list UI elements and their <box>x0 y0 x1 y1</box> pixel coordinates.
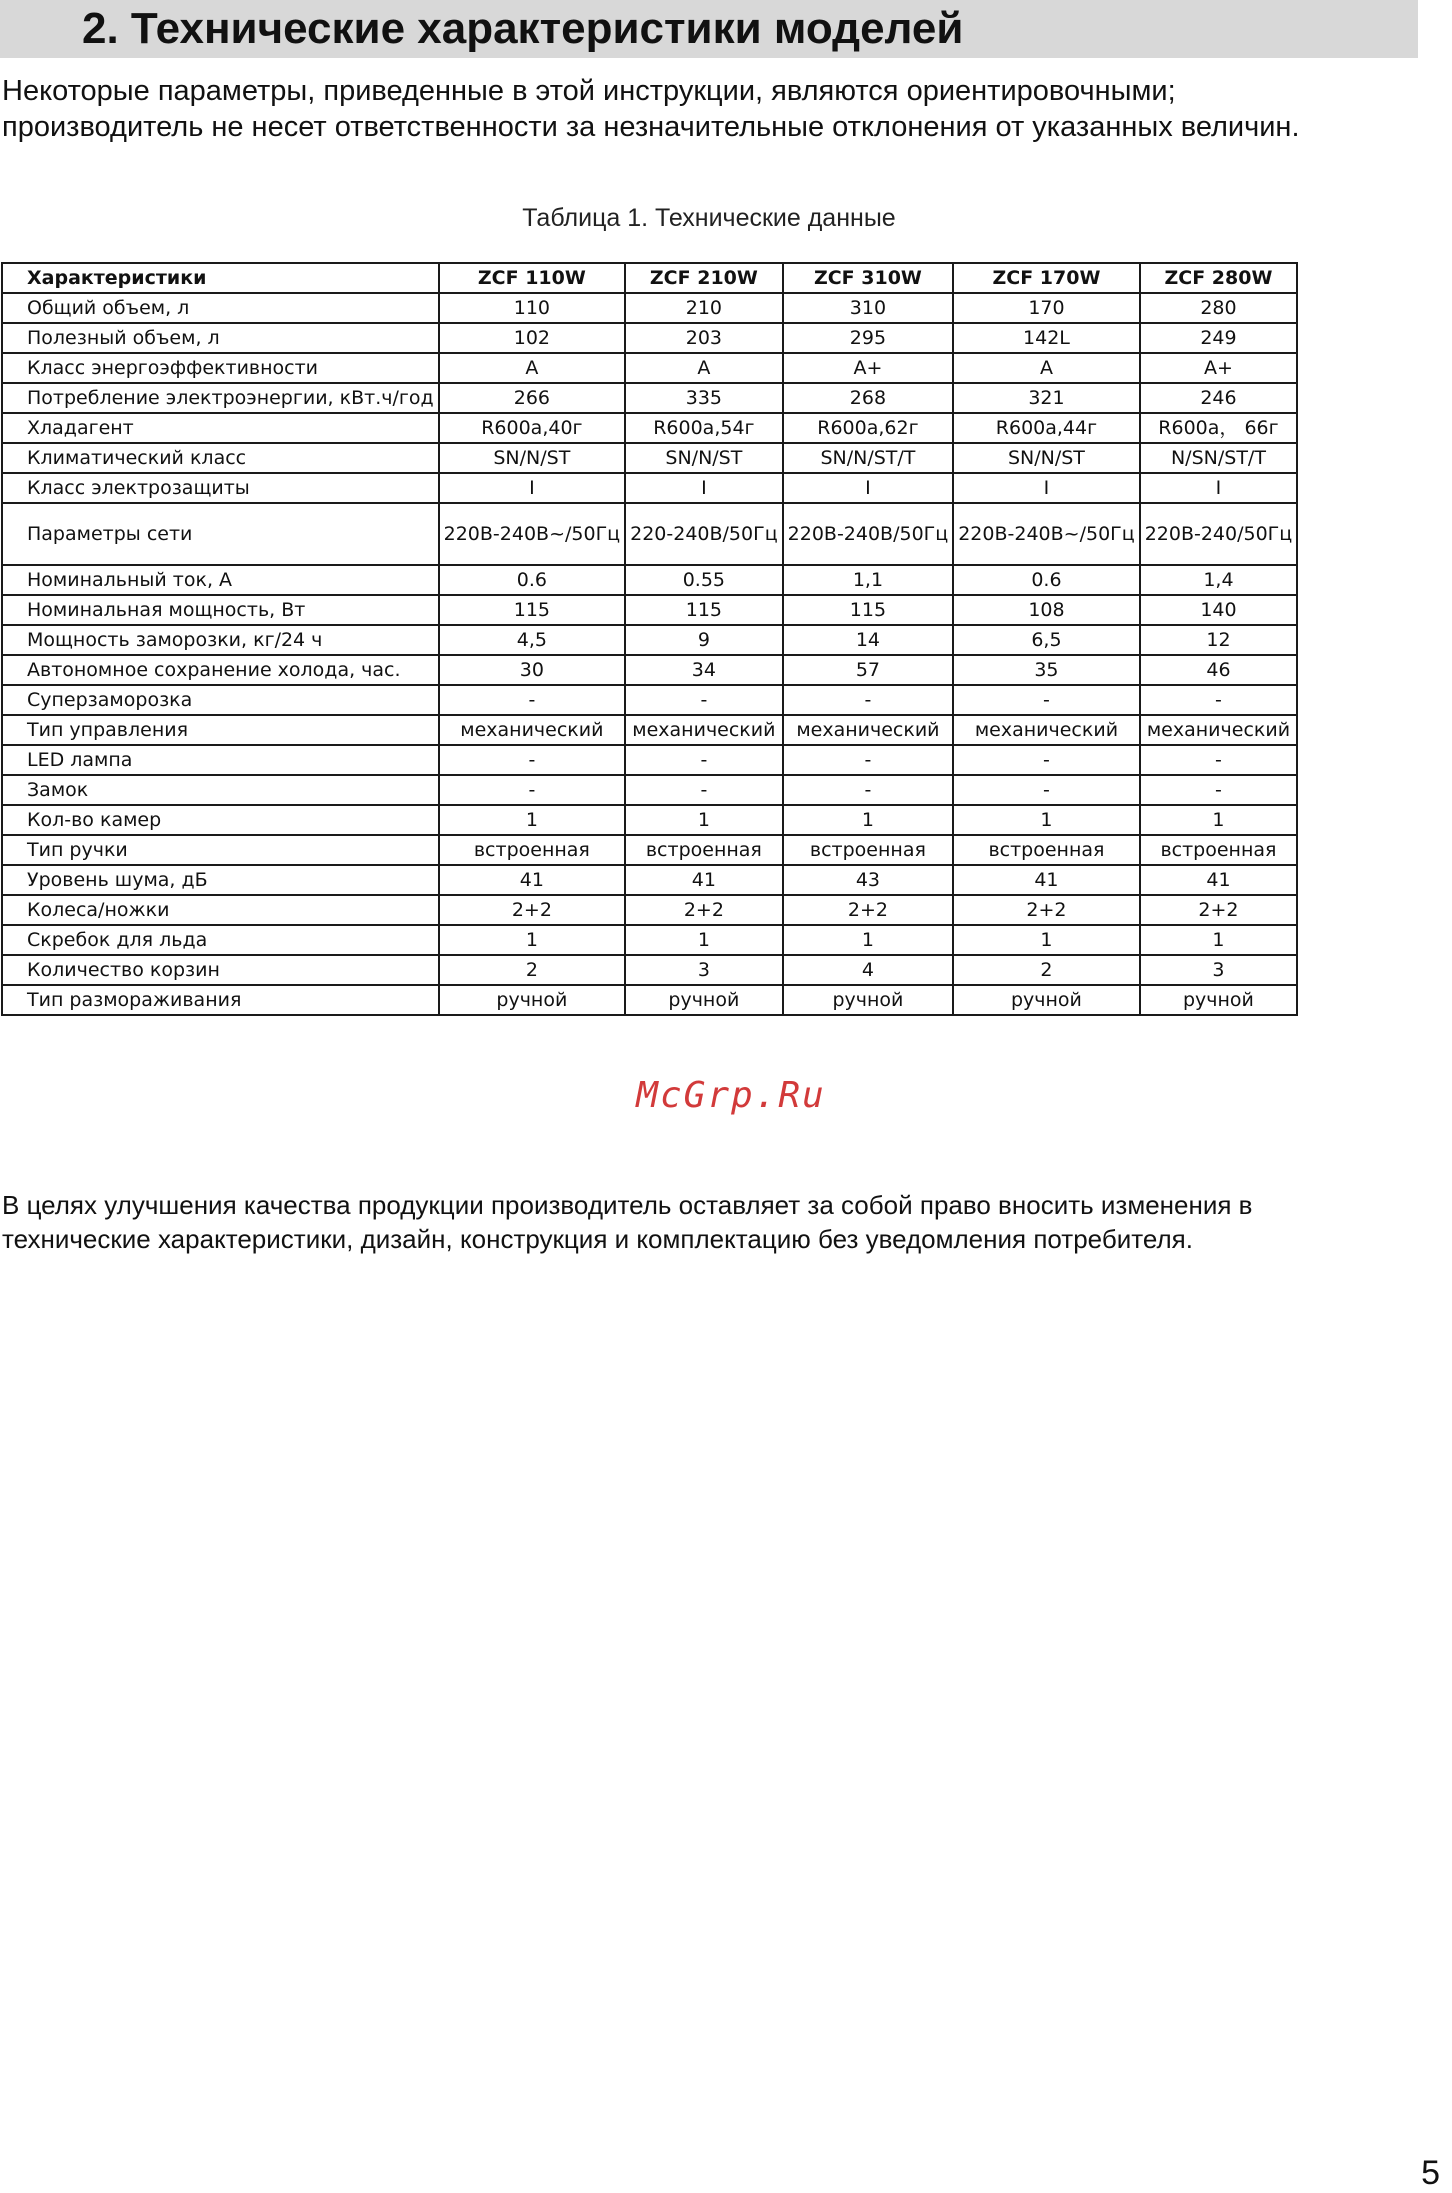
column-header-model: ZCF 310W <box>783 263 954 293</box>
table-cell: 1 <box>783 925 954 955</box>
section-header <box>0 0 1418 58</box>
table-cell: 220В-240В~/50Гц <box>439 503 625 565</box>
footer-note <box>2 1188 1442 1256</box>
table-cell: 1 <box>953 925 1139 955</box>
table-cell: 41 <box>1140 865 1298 895</box>
table-cell: 295 <box>783 323 954 353</box>
table-cell: ручной <box>783 985 954 1015</box>
table-cell: A+ <box>783 353 954 383</box>
table-cell: SN/N/ST <box>625 443 783 473</box>
table-cell: 115 <box>439 595 625 625</box>
table-cell: 1 <box>439 925 625 955</box>
table-cell: - <box>953 775 1139 805</box>
table-cell: 310 <box>783 293 954 323</box>
table-cell: 2+2 <box>783 895 954 925</box>
table-cell: 3 <box>625 955 783 985</box>
table-cell: 170 <box>953 293 1139 323</box>
table-cell: механический <box>953 715 1139 745</box>
row-label: LED лампа <box>2 745 439 775</box>
table-cell: 41 <box>439 865 625 895</box>
table-cell: 35 <box>953 655 1139 685</box>
table-cell: 280 <box>1140 293 1298 323</box>
table-cell: 1,4 <box>1140 565 1298 595</box>
table-cell: 9 <box>625 625 783 655</box>
table-cell: встроенная <box>783 835 954 865</box>
table-row <box>2 715 1297 745</box>
row-label: Полезный объем, л <box>2 323 439 353</box>
intro-paragraph <box>2 73 1442 145</box>
table-cell: 335 <box>625 383 783 413</box>
table-cell: 115 <box>625 595 783 625</box>
table-cell: механический <box>1140 715 1298 745</box>
table-cell: - <box>439 745 625 775</box>
column-header-model: ZCF 170W <box>953 263 1139 293</box>
table-row <box>2 353 1297 383</box>
table-cell: 46 <box>1140 655 1298 685</box>
table-cell: 203 <box>625 323 783 353</box>
row-label: Потребление электроэнергии, кВт.ч/год <box>2 383 439 413</box>
row-label: Климатический класс <box>2 443 439 473</box>
table-cell: - <box>783 745 954 775</box>
table-cell: 1 <box>1140 805 1298 835</box>
row-label: Колеса/ножки <box>2 895 439 925</box>
table-cell: R600a,40г <box>439 413 625 443</box>
table-cell: 43 <box>783 865 954 895</box>
table-cell: 220В-240В~/50Гц <box>953 503 1139 565</box>
table-cell: 1 <box>625 805 783 835</box>
row-label: Мощность заморозки, кг/24 ч <box>2 625 439 655</box>
table-cell: механический <box>439 715 625 745</box>
table-cell: 2+2 <box>625 895 783 925</box>
table-cell: 0.55 <box>625 565 783 595</box>
table-body <box>2 293 1297 1015</box>
table-cell: 2 <box>953 955 1139 985</box>
table-row <box>2 985 1297 1015</box>
row-label: Хладагент <box>2 413 439 443</box>
table-cell: встроенная <box>953 835 1139 865</box>
table-cell: - <box>625 685 783 715</box>
table-cell: 30 <box>439 655 625 685</box>
table-cell: 1 <box>1140 925 1298 955</box>
table-cell: R600a,54г <box>625 413 783 443</box>
table-cell: ручной <box>439 985 625 1015</box>
page-number: 5 <box>1421 2154 1440 2192</box>
table-row <box>2 383 1297 413</box>
table-cell: - <box>953 685 1139 715</box>
table-cell: - <box>783 685 954 715</box>
table-cell: I <box>439 473 625 503</box>
table-cell: 220В-240В/50Гц <box>783 503 954 565</box>
table-cell: 102 <box>439 323 625 353</box>
table-cell: 57 <box>783 655 954 685</box>
column-header-model: ZCF 280W <box>1140 263 1298 293</box>
table-row <box>2 413 1297 443</box>
row-label: Параметры сети <box>2 503 439 565</box>
table-cell: 142L <box>953 323 1139 353</box>
table-row <box>2 895 1297 925</box>
row-label: Тип ручки <box>2 835 439 865</box>
table-row <box>2 655 1297 685</box>
table-row <box>2 503 1297 565</box>
table-cell: - <box>953 745 1139 775</box>
table-cell: - <box>625 745 783 775</box>
table-cell: встроенная <box>439 835 625 865</box>
table-row <box>2 745 1297 775</box>
table-cell: 4,5 <box>439 625 625 655</box>
row-label: Номинальная мощность, Вт <box>2 595 439 625</box>
table-cell: встроенная <box>625 835 783 865</box>
row-label: Класс энергоэффективности <box>2 353 439 383</box>
table-cell: 41 <box>625 865 783 895</box>
table-cell: 1 <box>783 805 954 835</box>
table-cell: 115 <box>783 595 954 625</box>
table-cell: - <box>1140 775 1298 805</box>
table-cell: 34 <box>625 655 783 685</box>
table-cell: 41 <box>953 865 1139 895</box>
row-label: Автономное сохранение холода, час. <box>2 655 439 685</box>
row-label: Класс электрозащиты <box>2 473 439 503</box>
table-row <box>2 293 1297 323</box>
column-header-model: ZCF 110W <box>439 263 625 293</box>
table-cell: механический <box>625 715 783 745</box>
table-cell: 110 <box>439 293 625 323</box>
row-label: Замок <box>2 775 439 805</box>
table-cell: A <box>625 353 783 383</box>
table-cell: 12 <box>1140 625 1298 655</box>
row-label: Номинальный ток, А <box>2 565 439 595</box>
table-cell: 2+2 <box>1140 895 1298 925</box>
table-row <box>2 805 1297 835</box>
row-label: Суперзаморозка <box>2 685 439 715</box>
table-cell: 3 <box>1140 955 1298 985</box>
table-row <box>2 835 1297 865</box>
table-cell: I <box>1140 473 1298 503</box>
table-cell: ручной <box>953 985 1139 1015</box>
table-cell: 2 <box>439 955 625 985</box>
specs-table <box>1 262 1298 1016</box>
footer-line-1: В целях улучшения качества продукции производитель оставляет за собой право вносить изменения в <box>2 1190 1253 1220</box>
table-cell: R600a,62г <box>783 413 954 443</box>
table-cell: - <box>439 775 625 805</box>
table-cell: 220-240В/50Гц <box>625 503 783 565</box>
table-cell: I <box>953 473 1139 503</box>
table-cell: 210 <box>625 293 783 323</box>
table-cell: ручной <box>625 985 783 1015</box>
table-cell: 1,1 <box>783 565 954 595</box>
table-cell: 2+2 <box>953 895 1139 925</box>
table-cell: 268 <box>783 383 954 413</box>
table-row <box>2 955 1297 985</box>
column-header-label: Характеристики <box>2 263 439 293</box>
row-label: Тип управления <box>2 715 439 745</box>
table-cell: 140 <box>1140 595 1298 625</box>
table-cell: I <box>625 473 783 503</box>
section-title: 2. Технические характеристики моделей <box>82 4 964 53</box>
table-row <box>2 925 1297 955</box>
table-cell: SN/N/ST/T <box>783 443 954 473</box>
table-row <box>2 625 1297 655</box>
table-cell: 4 <box>783 955 954 985</box>
table-cell: A <box>953 353 1139 383</box>
column-header-model: ZCF 210W <box>625 263 783 293</box>
table-cell: 1 <box>625 925 783 955</box>
table-cell: 266 <box>439 383 625 413</box>
intro-line-1: Некоторые параметры, приведенные в этой инструкции, являются ориентировочными; <box>2 75 1176 107</box>
table-cell: R600a， 66г <box>1140 413 1298 443</box>
row-label: Кол-во камер <box>2 805 439 835</box>
watermark: McGrp.Ru <box>636 1075 826 1116</box>
table-row <box>2 323 1297 353</box>
table-cell: 1 <box>953 805 1139 835</box>
table-cell: SN/N/ST <box>953 443 1139 473</box>
footer-line-2: технические характеристики, дизайн, конструкция и комплектацию без уведомления потребителя. <box>2 1224 1193 1254</box>
row-label: Тип размораживания <box>2 985 439 1015</box>
table-cell: 246 <box>1140 383 1298 413</box>
table-cell: 1 <box>439 805 625 835</box>
table-cell: 249 <box>1140 323 1298 353</box>
table-row <box>2 865 1297 895</box>
table-cell: 6,5 <box>953 625 1139 655</box>
table-cell: - <box>783 775 954 805</box>
table-cell: 0.6 <box>439 565 625 595</box>
intro-line-2: производитель не несет ответственности за незначительные отклонения от указанных величин. <box>2 111 1300 143</box>
table-cell: ручной <box>1140 985 1298 1015</box>
table-cell: 2+2 <box>439 895 625 925</box>
table-cell: 321 <box>953 383 1139 413</box>
table-cell: 0.6 <box>953 565 1139 595</box>
table-cell: 108 <box>953 595 1139 625</box>
table-row <box>2 473 1297 503</box>
table-cell: 220В-240/50Гц <box>1140 503 1298 565</box>
table-row <box>2 685 1297 715</box>
table-cell: - <box>1140 685 1298 715</box>
table-cell: встроенная <box>1140 835 1298 865</box>
table-cell: - <box>439 685 625 715</box>
row-label: Количество корзин <box>2 955 439 985</box>
table-caption: Таблица 1. Технические данные <box>522 204 896 232</box>
row-label: Уровень шума, дБ <box>2 865 439 895</box>
row-label: Общий объем, л <box>2 293 439 323</box>
row-label: Скребок для льда <box>2 925 439 955</box>
table-cell: 14 <box>783 625 954 655</box>
table-cell: A+ <box>1140 353 1298 383</box>
table-cell: - <box>1140 745 1298 775</box>
table-row <box>2 565 1297 595</box>
table-row <box>2 443 1297 473</box>
table-cell: I <box>783 473 954 503</box>
table-cell: SN/N/ST <box>439 443 625 473</box>
table-cell: A <box>439 353 625 383</box>
table-row <box>2 595 1297 625</box>
table-header-row <box>2 263 1297 293</box>
table-cell: R600a,44г <box>953 413 1139 443</box>
table-cell: - <box>625 775 783 805</box>
table-cell: механический <box>783 715 954 745</box>
table-row <box>2 775 1297 805</box>
table-cell: N/SN/ST/T <box>1140 443 1298 473</box>
